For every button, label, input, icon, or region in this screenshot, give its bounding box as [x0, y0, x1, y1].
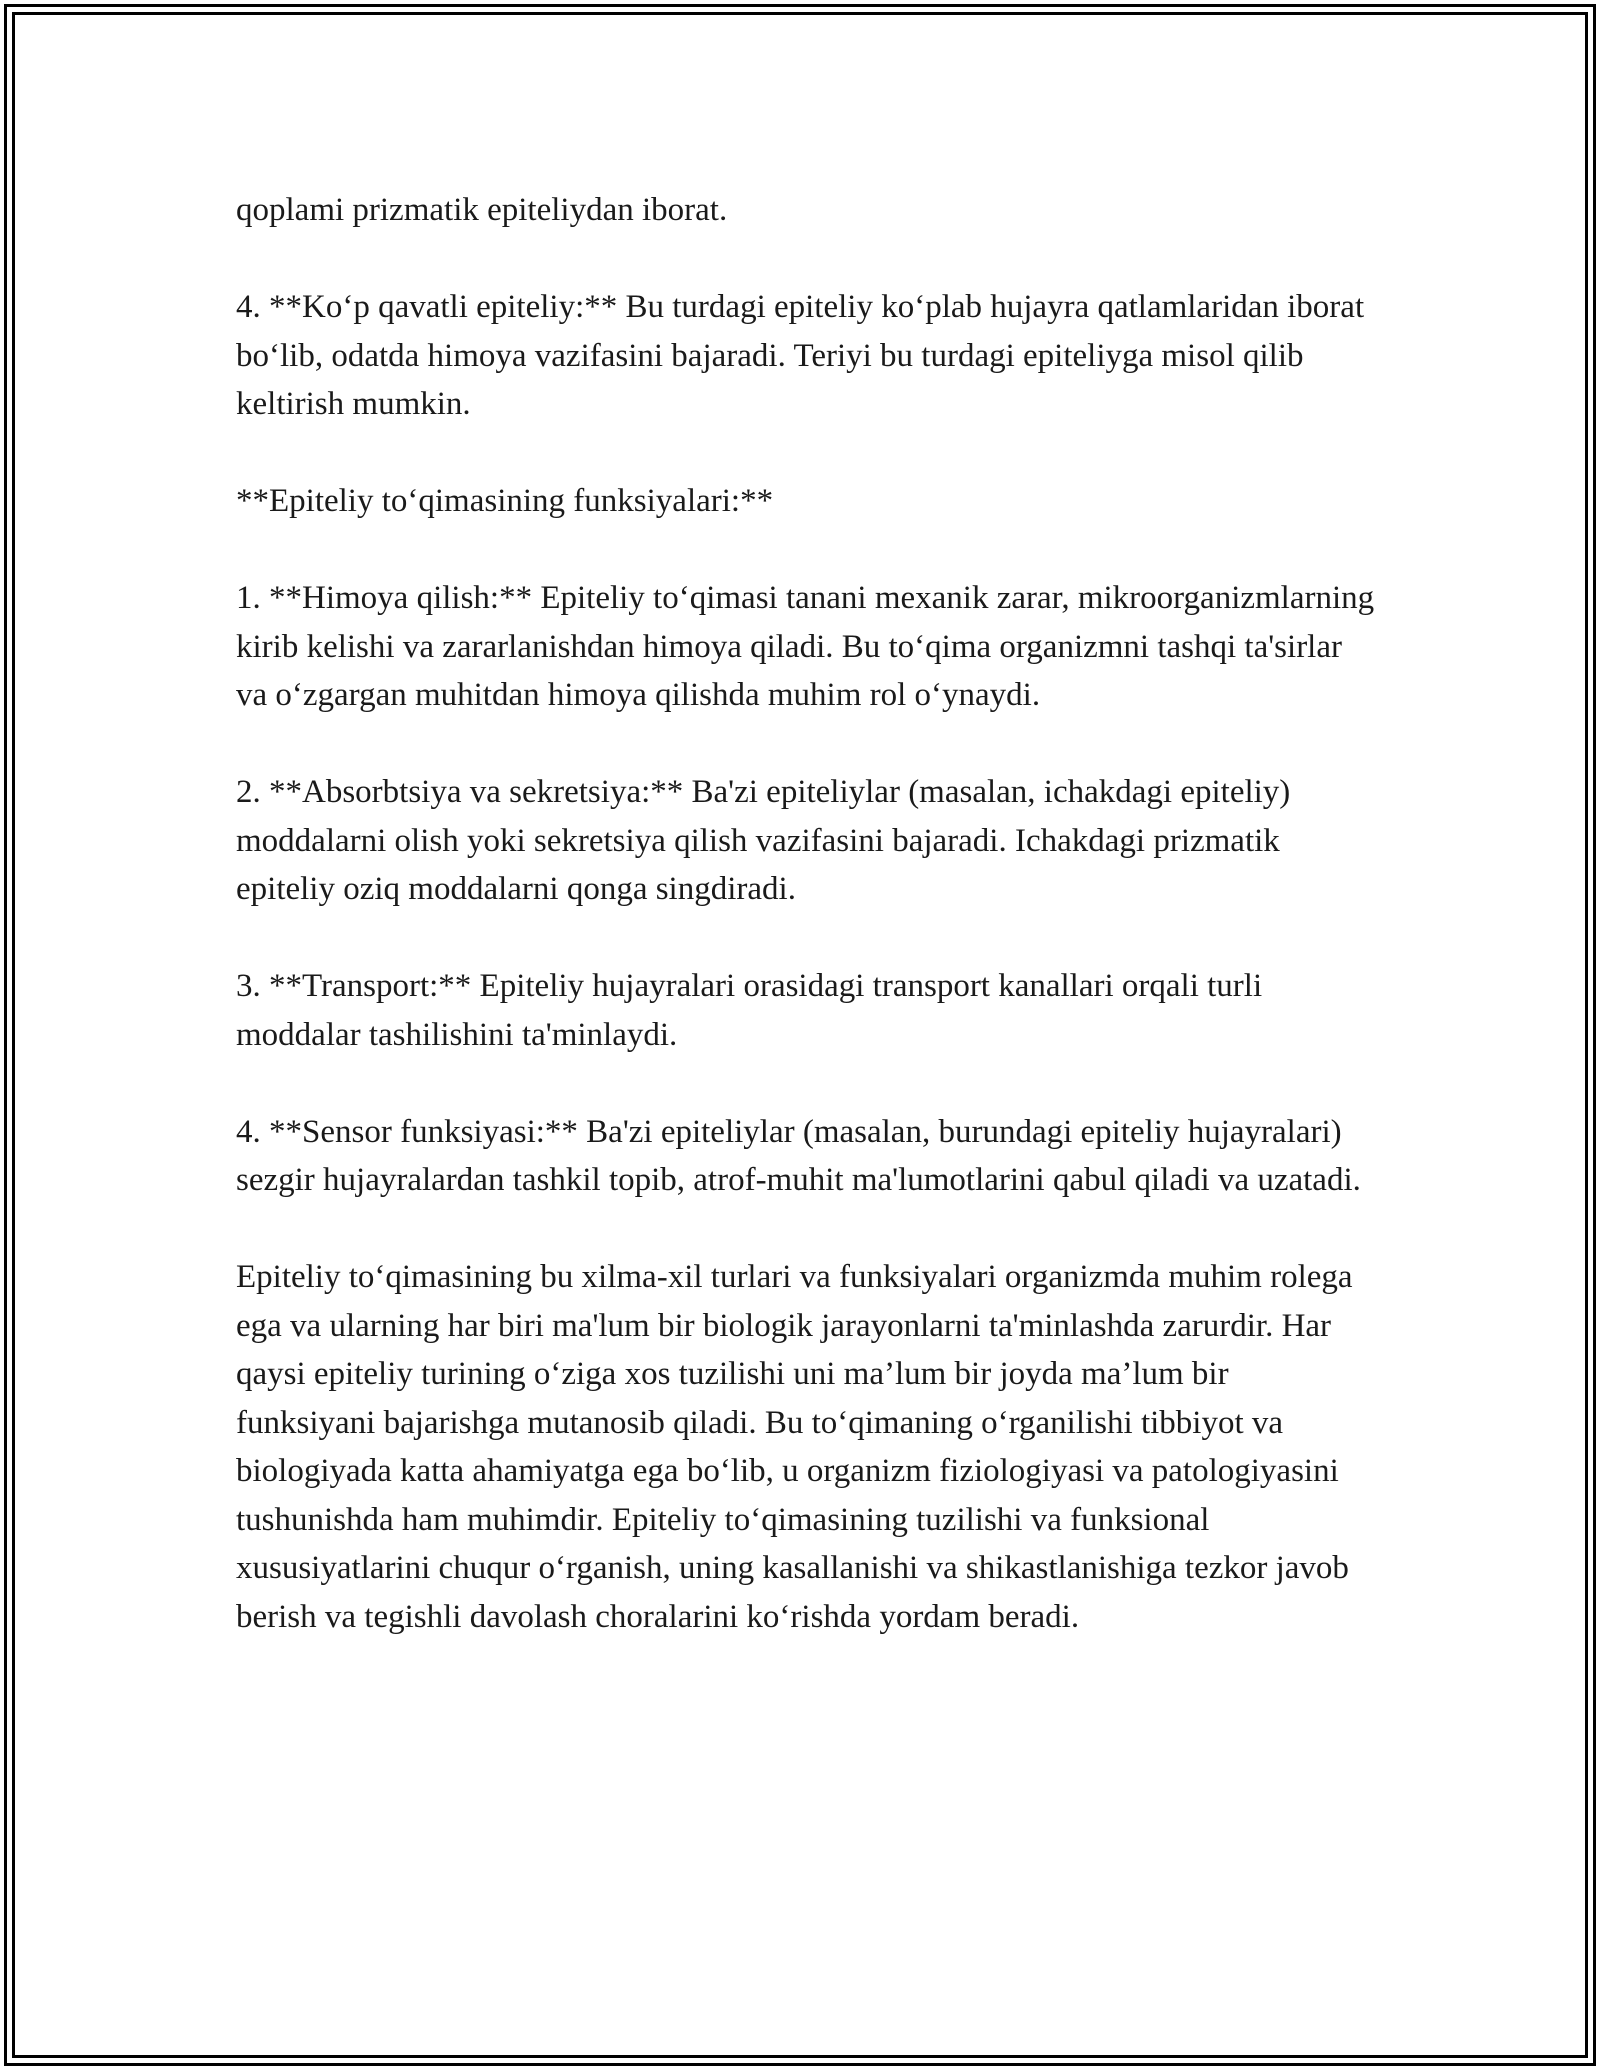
- paragraph-intro-continuation: qoplami prizmatik epiteliydan iborat.: [236, 192, 728, 228]
- paragraph-conclusion: Epiteliy to‘qimasining bu xilma-xil turlari va funksiyalari organizmda muhim rolega ega va ularning har biri ma'lum bir biologik jarayonlarni ta'minlashda zarurdir. Har qaysi epiteliy turining o‘ziga xos tuzilishi uni ma’lum bir joyda ma’lum bir funksiyani bajarishga mutanosib qiladi. Bu to‘qimaning o‘rganilishi tibbiyot va biologiyada katta ahamiyatga ega bo‘lib, u organizm fiziologiyasi va patologiyasini tushunishda ham muhimdir. Epiteliy to‘qimasining tuzilishi va funksional xususiyatlarini chuqur o‘rganish, uning kasallanishi va shikastlanishiga tezkor javob berish va tegishli davolash choralarini ko‘rishda yordam beradi.: [236, 1259, 1353, 1635]
- paragraph-function-transport: 3. **Transport:** Epiteliy hujayralari orasidagi transport kanallari orqali turli moddalar tashilishini ta'minlaydi.: [236, 968, 1263, 1053]
- paragraph-function-absorption: 2. **Absorbtsiya va sekretsiya:** Ba'zi epiteliylar (masalan, ichakdagi epiteliy) moddalarni olish yoki sekretsiya qilish vazifasini bajaradi. Ichakdagi prizmatik epiteliy oziq moddalarni qonga singdiradi.: [236, 774, 1291, 907]
- paragraph-multilayer-epithelium: 4. **Ko‘p qavatli epiteliy:** Bu turdagi epiteliy ko‘plab hujayra qatlamlaridan iborat bo‘lib, odatda himoya vazifasini bajaradi. Teriyi bu turdagi epiteliyga misol qilib keltirish mumkin.: [236, 289, 1365, 422]
- paragraph-function-protection: 1. **Himoya qilish:** Epiteliy to‘qimasi tanani mexanik zarar, mikroorganizmlarning kirib kelishi va zararlanishdan himoya qiladi. Bu to‘qima organizmni tashqi ta'sirlar va o‘zgargan muhitdan himoya qilishda muhim rol o‘ynaydi.: [236, 580, 1375, 713]
- document-body: [236, 186, 1376, 1690]
- paragraph-function-sensor: 4. **Sensor funksiyasi:** Ba'zi epiteliylar (masalan, burundagi epiteliy hujayralari) sezgir hujayralardan tashkil topib, atrof-muhit ma'lumotlarini qabul qiladi va uzatadi.: [236, 1113, 1361, 1198]
- section-heading-functions: **Epiteliy to‘qimasining funksiyalari:**: [236, 483, 774, 519]
